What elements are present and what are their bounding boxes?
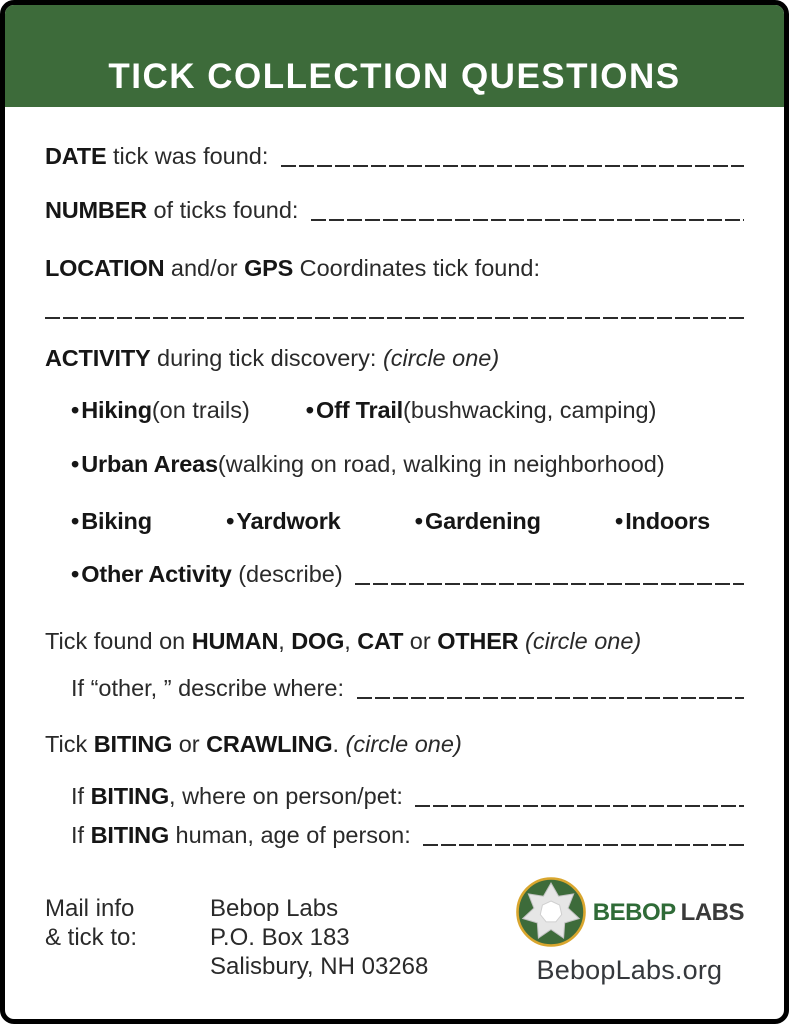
date-label-rest: tick was found: <box>106 143 275 169</box>
bullet-icon <box>415 506 423 536</box>
date-found-row <box>45 141 744 171</box>
option-other-activity[interactable]: • Other Activity (describe) <box>71 559 349 589</box>
other-describe-row <box>45 673 744 703</box>
logo-text-bebop: BEBOP <box>592 898 676 926</box>
bebop-labs-logo <box>515 876 744 985</box>
option-dog[interactable]: DOG <box>291 628 345 654</box>
option-human[interactable]: HUMAN <box>191 628 279 654</box>
option-other[interactable]: OTHER <box>437 628 519 654</box>
activity-text: during tick discovery: <box>150 345 383 371</box>
bullet-icon <box>306 395 314 425</box>
address-line: P.O. Box 183 <box>210 924 350 951</box>
location-row <box>45 253 744 283</box>
bullet-icon <box>71 395 79 425</box>
location-label: LOCATION <box>45 255 165 281</box>
mail-info-label: Mail info & tick to: <box>45 895 138 951</box>
number-label-rest: of ticks found: <box>146 197 305 223</box>
option-cat[interactable]: CAT <box>357 628 404 654</box>
activity-circle-one-note: (circle one) <box>382 345 500 371</box>
other-describe-label: If “other, ” describe where: <box>71 675 351 701</box>
location-field[interactable] <box>45 297 744 319</box>
location-text-1: and/or <box>164 255 245 281</box>
activity-heading-row <box>45 343 744 373</box>
website-url: BebopLabs.org <box>536 955 723 985</box>
header-banner <box>5 5 784 107</box>
found-on-circle-one-note: (circle one) <box>518 628 642 654</box>
page-title: TICK COLLECTION QUESTIONS <box>108 57 681 96</box>
date-label: DATE <box>45 143 107 169</box>
biting-circle-one-note: (circle one) <box>345 731 462 757</box>
activity-options-row-2 <box>45 449 744 479</box>
biting-age-row: If BITING human, age of person: <box>71 822 418 848</box>
option-crawling[interactable]: CRAWLING <box>206 731 333 757</box>
number-found-row <box>45 195 744 225</box>
option-off-trail[interactable]: • Off Trail (bushwacking, camping) <box>306 395 657 425</box>
biting-where-row: If BITING, where on person/pet: <box>71 783 410 809</box>
address-line: Bebop Labs <box>210 895 339 922</box>
option-biting[interactable]: BITING <box>93 731 173 757</box>
tick-found-on-row: Tick found on HUMAN, DOG, CAT or OTHER (circle one) <box>45 628 642 654</box>
option-biking[interactable]: • Biking <box>71 506 152 536</box>
activity-label: ACTIVITY <box>45 345 151 371</box>
option-yardwork[interactable]: • Yardwork <box>226 506 340 536</box>
number-label: NUMBER <box>45 197 147 223</box>
bullet-icon <box>226 506 234 536</box>
bullet-icon <box>71 449 79 479</box>
bebop-labs-web-icon <box>515 876 587 948</box>
activity-options-row-4 <box>45 559 744 589</box>
location-text-2: Coordinates tick found: <box>293 255 540 281</box>
bullet-icon <box>71 559 79 589</box>
option-indoors[interactable]: • Indoors <box>615 506 710 536</box>
logo-text-labs: LABS <box>680 898 744 926</box>
gps-label: GPS <box>244 255 294 281</box>
bullet-icon <box>71 506 79 536</box>
activity-options-row-3 <box>45 506 744 536</box>
form-body <box>5 141 784 850</box>
address-line: Salisbury, NH 03268 <box>210 953 429 980</box>
activity-options-row-1 <box>45 395 744 425</box>
option-gardening[interactable]: • Gardening <box>415 506 541 536</box>
biting-crawling-row: Tick BITING or CRAWLING. (circle one) <box>45 731 462 757</box>
bullet-icon <box>615 506 623 536</box>
mailing-address <box>210 894 428 985</box>
footer <box>5 894 784 985</box>
option-hiking[interactable]: • Hiking (on trails) <box>71 395 250 425</box>
option-urban-areas[interactable]: • Urban Areas (walking on road, walking in neighborhood) <box>71 449 665 479</box>
